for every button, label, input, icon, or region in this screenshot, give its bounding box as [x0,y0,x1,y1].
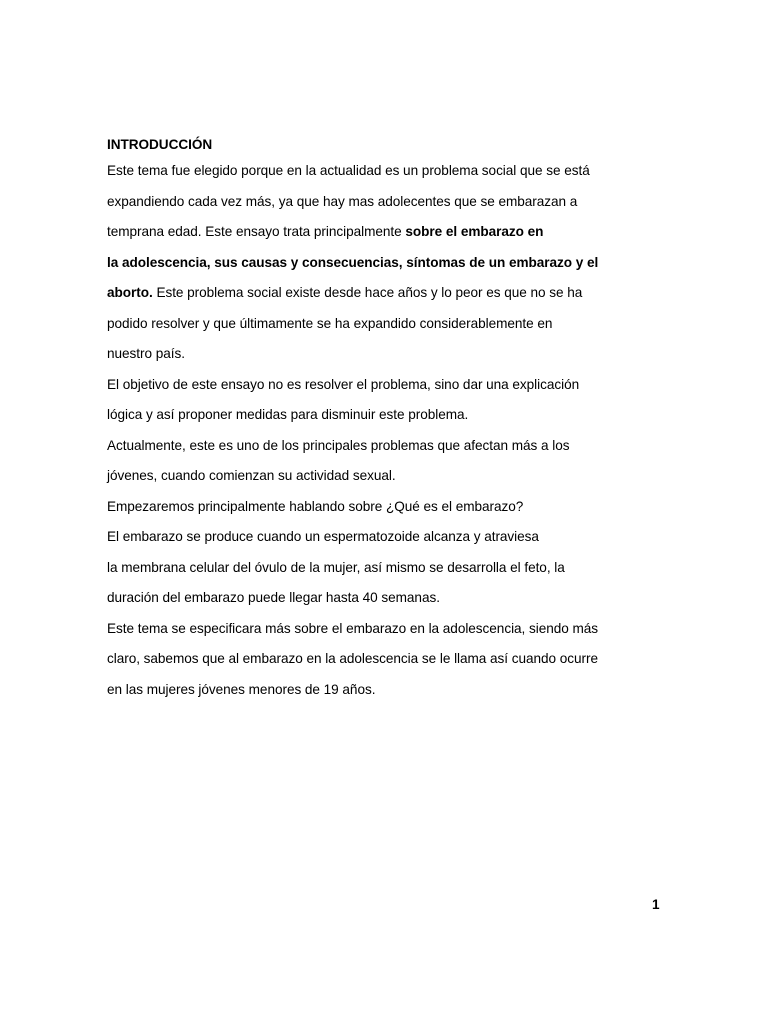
text-segment: temprana edad. Este ensayo trata principalmente [107,224,406,239]
text-line [107,187,647,218]
bold-text-segment: la adolescencia, sus causas y consecuencias, síntomas de un embarazo y el [107,254,599,270]
text-line [107,675,647,706]
text-segment: duración del embarazo puede llegar hasta 40 semanas. [107,590,440,605]
text-line [107,522,647,553]
text-segment: en las mujeres jóvenes menores de 19 años. [107,681,376,697]
text-segment: Este problema social existe desde hace años y lo peor es que no se ha [152,285,583,300]
bold-text-segment: aborto. [107,285,153,300]
text-line [107,370,647,401]
section-heading: INTRODUCCIÓN [107,137,213,152]
text-line [107,431,647,462]
text-line [107,278,647,309]
text-segment: El embarazo se produce cuando un espermatozoide alcanza y atraviesa [107,529,539,544]
text-line [107,156,647,187]
text-segment: nuestro país. [107,346,185,361]
page-number: 1 [652,897,660,912]
text-segment: jóvenes, cuando comienzan su actividad sexual. [107,468,396,483]
bold-text-segment: sobre el embarazo en [405,224,544,239]
text-line [107,217,647,248]
text-line [107,553,647,584]
text-segment: Actualmente, este es uno de los principales problemas que afectan más a los [107,437,570,453]
text-segment: expandiendo cada vez más, ya que hay mas adolecentes que se embarazan a [107,193,578,209]
text-segment: Empezaremos principalmente hablando sobre ¿Qué es el embarazo? [107,498,524,514]
text-line [107,400,647,431]
text-segment: podido resolver y que últimamente se ha expandido considerablemente en [107,315,553,331]
text-segment: Este tema se especificara más sobre el embarazo en la adolescencia, siendo más [107,620,599,636]
text-segment: claro, sabemos que al embarazo en la adolescencia se le llama así cuando ocurre [107,651,598,666]
text-segment: El objetivo de este ensayo no es resolver el problema, sino dar una explicación [107,376,580,392]
text-line [107,248,647,279]
text-line [107,614,647,645]
paragraph-lines [107,156,647,705]
text-line [107,492,647,523]
text-line [107,583,647,614]
document-body [107,134,647,705]
text-segment: la membrana celular del óvulo de la mujer, así mismo se desarrolla el feto, la [107,559,565,575]
text-line [107,644,647,675]
text-segment: Este tema fue elegido porque en la actualidad es un problema social que se está [107,163,590,178]
text-line [107,461,647,492]
text-line [107,339,647,370]
text-segment: lógica y así proponer medidas para disminuir este problema. [107,407,469,422]
text-line [107,309,647,340]
